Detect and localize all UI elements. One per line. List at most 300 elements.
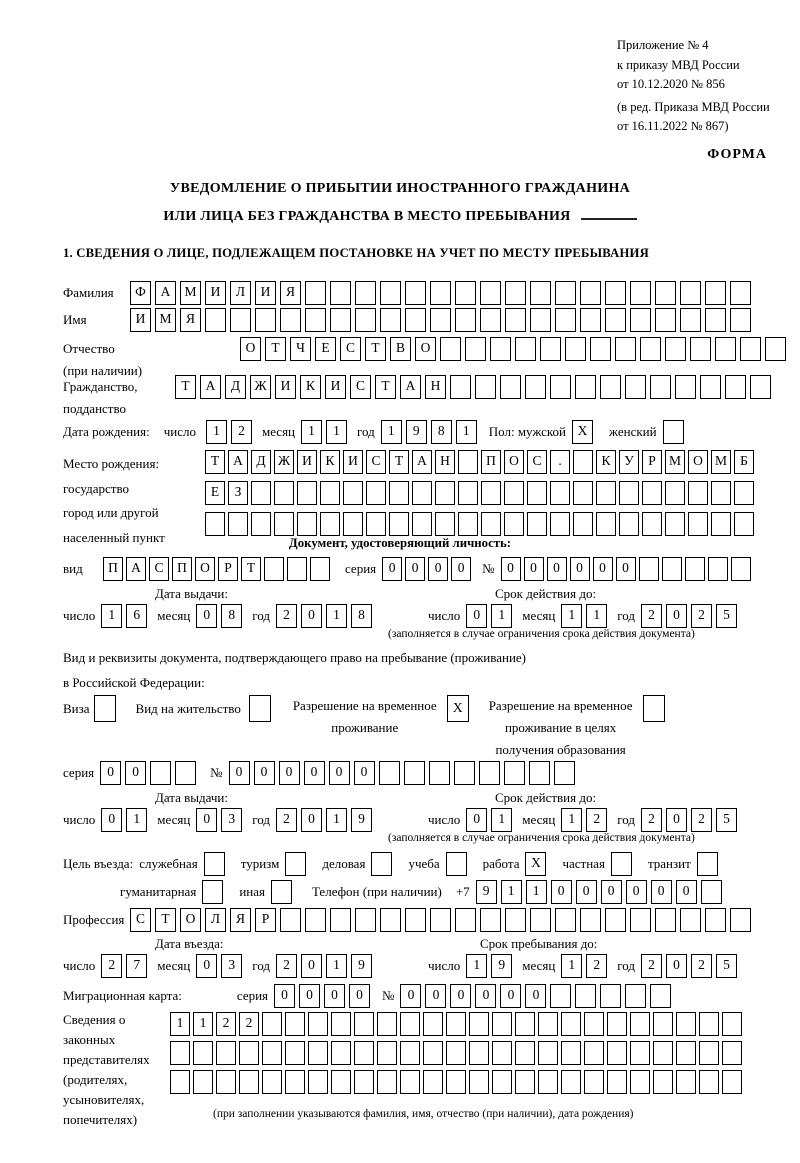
form-cell[interactable]: 3 <box>221 954 242 978</box>
form-cell[interactable] <box>490 337 511 361</box>
form-cell[interactable] <box>699 1041 719 1065</box>
form-cell[interactable] <box>202 880 223 904</box>
form-cell[interactable]: 1 <box>491 604 512 628</box>
form-cell[interactable] <box>711 512 731 536</box>
form-cell[interactable]: 1 <box>561 954 582 978</box>
form-cell[interactable]: 0 <box>601 880 622 904</box>
form-cell[interactable]: Р <box>218 557 238 581</box>
form-cell[interactable] <box>515 337 536 361</box>
form-cell[interactable]: X <box>525 852 546 876</box>
form-cell[interactable]: П <box>481 450 501 474</box>
form-cell[interactable] <box>330 308 351 332</box>
form-cell[interactable]: А <box>400 375 421 399</box>
form-cell[interactable]: 0 <box>666 604 687 628</box>
form-cell[interactable] <box>262 1041 282 1065</box>
form-cell[interactable]: И <box>275 375 296 399</box>
form-cell[interactable] <box>630 908 651 932</box>
form-cell[interactable] <box>469 1070 489 1094</box>
form-cell[interactable]: С <box>350 375 371 399</box>
form-cell[interactable] <box>405 281 426 305</box>
form-cell[interactable] <box>331 1041 351 1065</box>
form-cell[interactable] <box>596 481 616 505</box>
form-cell[interactable] <box>665 512 685 536</box>
form-cell[interactable] <box>630 1041 650 1065</box>
form-cell[interactable]: О <box>180 908 201 932</box>
form-cell[interactable]: А <box>126 557 146 581</box>
form-cell[interactable]: О <box>504 450 524 474</box>
form-cell[interactable] <box>730 281 751 305</box>
form-cell[interactable] <box>400 1041 420 1065</box>
form-cell[interactable] <box>725 375 746 399</box>
form-cell[interactable] <box>480 308 501 332</box>
form-cell[interactable] <box>354 1012 374 1036</box>
form-cell[interactable] <box>642 481 662 505</box>
form-cell[interactable] <box>734 481 754 505</box>
form-cell[interactable] <box>480 281 501 305</box>
form-cell[interactable]: 0 <box>196 604 217 628</box>
form-cell[interactable] <box>446 1041 466 1065</box>
form-cell[interactable]: И <box>343 450 363 474</box>
form-cell[interactable] <box>619 481 639 505</box>
form-cell[interactable] <box>389 512 409 536</box>
form-cell[interactable] <box>590 337 611 361</box>
form-cell[interactable]: 2 <box>101 954 122 978</box>
form-cell[interactable]: 1 <box>561 808 582 832</box>
form-cell[interactable] <box>650 375 671 399</box>
form-cell[interactable] <box>605 308 626 332</box>
form-cell[interactable] <box>584 1070 604 1094</box>
form-cell[interactable]: О <box>688 450 708 474</box>
form-cell[interactable] <box>515 1041 535 1065</box>
form-cell[interactable] <box>630 308 651 332</box>
form-cell[interactable] <box>740 337 761 361</box>
form-cell[interactable] <box>688 512 708 536</box>
form-cell[interactable]: А <box>155 281 176 305</box>
form-cell[interactable] <box>665 337 686 361</box>
form-cell[interactable] <box>505 908 526 932</box>
form-cell[interactable] <box>554 761 575 785</box>
form-cell[interactable] <box>708 557 728 581</box>
form-cell[interactable]: 0 <box>501 557 521 581</box>
form-cell[interactable] <box>538 1012 558 1036</box>
form-cell[interactable]: М <box>711 450 731 474</box>
form-cell[interactable]: 0 <box>676 880 697 904</box>
form-cell[interactable]: 1 <box>561 604 582 628</box>
form-cell[interactable] <box>435 512 455 536</box>
form-cell[interactable] <box>204 852 225 876</box>
form-cell[interactable]: 1 <box>170 1012 190 1036</box>
form-cell[interactable] <box>575 375 596 399</box>
form-cell[interactable] <box>280 308 301 332</box>
form-cell[interactable] <box>699 1012 719 1036</box>
form-cell[interactable]: А <box>200 375 221 399</box>
form-cell[interactable] <box>264 557 284 581</box>
form-cell[interactable] <box>458 481 478 505</box>
form-cell[interactable] <box>722 1041 742 1065</box>
form-cell[interactable] <box>573 481 593 505</box>
form-cell[interactable]: 0 <box>425 984 446 1008</box>
form-cell[interactable]: Т <box>205 450 225 474</box>
form-cell[interactable] <box>550 512 570 536</box>
form-cell[interactable] <box>701 880 722 904</box>
form-cell[interactable]: 2 <box>276 808 297 832</box>
form-cell[interactable]: З <box>228 481 248 505</box>
form-cell[interactable]: Д <box>225 375 246 399</box>
form-cell[interactable] <box>274 512 294 536</box>
form-cell[interactable] <box>640 337 661 361</box>
form-cell[interactable] <box>343 481 363 505</box>
form-cell[interactable] <box>653 1041 673 1065</box>
form-cell[interactable]: 8 <box>221 604 242 628</box>
form-cell[interactable] <box>430 281 451 305</box>
form-cell[interactable]: И <box>255 281 276 305</box>
form-cell[interactable] <box>330 908 351 932</box>
form-cell[interactable] <box>596 512 616 536</box>
form-cell[interactable] <box>705 281 726 305</box>
form-cell[interactable]: О <box>415 337 436 361</box>
form-cell[interactable]: Р <box>642 450 662 474</box>
form-cell[interactable] <box>440 337 461 361</box>
form-cell[interactable]: 1 <box>326 808 347 832</box>
form-cell[interactable] <box>580 308 601 332</box>
form-cell[interactable]: Д <box>251 450 271 474</box>
form-cell[interactable] <box>639 557 659 581</box>
form-cell[interactable] <box>676 1012 696 1036</box>
form-cell[interactable] <box>607 1041 627 1065</box>
form-cell[interactable] <box>280 908 301 932</box>
form-cell[interactable] <box>271 880 292 904</box>
form-cell[interactable] <box>625 375 646 399</box>
form-cell[interactable] <box>446 1070 466 1094</box>
form-cell[interactable] <box>380 908 401 932</box>
form-cell[interactable] <box>255 308 276 332</box>
form-cell[interactable] <box>730 308 751 332</box>
form-cell[interactable]: 9 <box>351 808 372 832</box>
form-cell[interactable] <box>492 1041 512 1065</box>
form-cell[interactable] <box>405 308 426 332</box>
form-cell[interactable] <box>412 481 432 505</box>
form-cell[interactable] <box>458 450 478 474</box>
form-cell[interactable]: Е <box>205 481 225 505</box>
form-cell[interactable]: К <box>320 450 340 474</box>
form-cell[interactable] <box>600 375 621 399</box>
form-cell[interactable] <box>663 420 684 444</box>
form-cell[interactable] <box>505 308 526 332</box>
form-cell[interactable] <box>731 557 751 581</box>
form-cell[interactable] <box>504 761 525 785</box>
form-cell[interactable] <box>700 375 721 399</box>
form-cell[interactable] <box>249 695 271 722</box>
form-cell[interactable] <box>479 761 500 785</box>
form-cell[interactable]: 0 <box>400 984 421 1008</box>
form-cell[interactable] <box>605 281 626 305</box>
form-cell[interactable] <box>435 481 455 505</box>
form-cell[interactable]: 0 <box>301 604 322 628</box>
form-cell[interactable] <box>653 1012 673 1036</box>
form-cell[interactable]: 0 <box>354 761 375 785</box>
form-cell[interactable]: Н <box>425 375 446 399</box>
form-cell[interactable] <box>481 512 501 536</box>
form-cell[interactable] <box>575 984 596 1008</box>
form-cell[interactable]: И <box>205 281 226 305</box>
form-cell[interactable] <box>527 481 547 505</box>
form-cell[interactable]: 2 <box>641 954 662 978</box>
form-cell[interactable] <box>170 1070 190 1094</box>
form-cell[interactable]: П <box>103 557 123 581</box>
form-cell[interactable] <box>619 512 639 536</box>
form-cell[interactable]: 0 <box>329 761 350 785</box>
form-cell[interactable]: 7 <box>126 954 147 978</box>
form-cell[interactable] <box>705 908 726 932</box>
form-cell[interactable]: 0 <box>626 880 647 904</box>
form-cell[interactable] <box>205 512 225 536</box>
form-cell[interactable]: 0 <box>570 557 590 581</box>
form-cell[interactable] <box>310 557 330 581</box>
form-cell[interactable] <box>504 512 524 536</box>
form-cell[interactable] <box>690 337 711 361</box>
form-cell[interactable] <box>251 512 271 536</box>
form-cell[interactable]: 0 <box>254 761 275 785</box>
form-cell[interactable] <box>330 281 351 305</box>
form-cell[interactable] <box>274 481 294 505</box>
form-cell[interactable]: 0 <box>451 557 471 581</box>
form-cell[interactable] <box>584 1012 604 1036</box>
form-cell[interactable]: 1 <box>126 808 147 832</box>
form-cell[interactable] <box>529 761 550 785</box>
form-cell[interactable]: 8 <box>431 420 452 444</box>
form-cell[interactable]: 0 <box>196 808 217 832</box>
form-cell[interactable]: Ж <box>274 450 294 474</box>
form-cell[interactable] <box>379 761 400 785</box>
form-cell[interactable]: 9 <box>406 420 427 444</box>
form-cell[interactable]: Е <box>315 337 336 361</box>
form-cell[interactable] <box>561 1041 581 1065</box>
form-cell[interactable]: М <box>665 450 685 474</box>
form-cell[interactable]: М <box>180 281 201 305</box>
form-cell[interactable] <box>455 908 476 932</box>
form-cell[interactable] <box>538 1070 558 1094</box>
form-cell[interactable]: 0 <box>299 984 320 1008</box>
form-cell[interactable]: 1 <box>193 1012 213 1036</box>
form-cell[interactable] <box>320 512 340 536</box>
form-cell[interactable]: 1 <box>101 604 122 628</box>
form-cell[interactable]: Ч <box>290 337 311 361</box>
form-cell[interactable] <box>429 761 450 785</box>
form-cell[interactable]: 0 <box>450 984 471 1008</box>
form-cell[interactable] <box>287 557 307 581</box>
form-cell[interactable]: С <box>149 557 169 581</box>
form-cell[interactable]: 2 <box>231 420 252 444</box>
form-cell[interactable] <box>530 908 551 932</box>
form-cell[interactable] <box>676 1070 696 1094</box>
form-cell[interactable] <box>676 1041 696 1065</box>
form-cell[interactable] <box>500 375 521 399</box>
form-cell[interactable] <box>665 481 685 505</box>
form-cell[interactable] <box>730 908 751 932</box>
form-cell[interactable] <box>446 1012 466 1036</box>
form-cell[interactable]: 1 <box>526 880 547 904</box>
form-cell[interactable]: 2 <box>641 604 662 628</box>
form-cell[interactable]: С <box>340 337 361 361</box>
form-cell[interactable]: 2 <box>586 954 607 978</box>
form-cell[interactable] <box>423 1041 443 1065</box>
form-cell[interactable] <box>170 1041 190 1065</box>
form-cell[interactable] <box>642 512 662 536</box>
form-cell[interactable]: 0 <box>324 984 345 1008</box>
form-cell[interactable] <box>94 695 116 722</box>
form-cell[interactable] <box>680 308 701 332</box>
form-cell[interactable]: Т <box>375 375 396 399</box>
form-cell[interactable]: 9 <box>476 880 497 904</box>
form-cell[interactable] <box>561 1070 581 1094</box>
form-cell[interactable]: 0 <box>100 761 121 785</box>
form-cell[interactable]: 2 <box>239 1012 259 1036</box>
form-cell[interactable] <box>550 375 571 399</box>
form-cell[interactable] <box>615 337 636 361</box>
form-cell[interactable]: Ж <box>250 375 271 399</box>
form-cell[interactable] <box>515 1012 535 1036</box>
form-cell[interactable] <box>492 1070 512 1094</box>
form-cell[interactable] <box>285 852 306 876</box>
form-cell[interactable]: О <box>195 557 215 581</box>
form-cell[interactable]: И <box>325 375 346 399</box>
form-cell[interactable]: К <box>596 450 616 474</box>
form-cell[interactable]: В <box>390 337 411 361</box>
form-cell[interactable]: С <box>130 908 151 932</box>
form-cell[interactable]: Р <box>255 908 276 932</box>
form-cell[interactable] <box>262 1070 282 1094</box>
form-cell[interactable] <box>699 1070 719 1094</box>
form-cell[interactable] <box>380 281 401 305</box>
form-cell[interactable] <box>355 308 376 332</box>
form-cell[interactable] <box>607 1070 627 1094</box>
form-cell[interactable] <box>377 1041 397 1065</box>
form-cell[interactable]: 0 <box>405 557 425 581</box>
form-cell[interactable]: 0 <box>382 557 402 581</box>
form-cell[interactable]: Н <box>435 450 455 474</box>
form-cell[interactable]: Я <box>280 281 301 305</box>
form-cell[interactable] <box>305 308 326 332</box>
form-cell[interactable] <box>454 761 475 785</box>
form-cell[interactable]: 0 <box>500 984 521 1008</box>
form-cell[interactable] <box>305 908 326 932</box>
form-cell[interactable] <box>685 557 705 581</box>
form-cell[interactable] <box>355 908 376 932</box>
form-cell[interactable] <box>655 908 676 932</box>
form-cell[interactable]: Т <box>265 337 286 361</box>
form-cell[interactable]: Т <box>175 375 196 399</box>
form-cell[interactable] <box>150 761 171 785</box>
form-cell[interactable]: 1 <box>206 420 227 444</box>
form-cell[interactable]: 0 <box>651 880 672 904</box>
form-cell[interactable] <box>580 908 601 932</box>
form-cell[interactable] <box>675 375 696 399</box>
form-cell[interactable] <box>561 1012 581 1036</box>
form-cell[interactable] <box>480 908 501 932</box>
form-cell[interactable] <box>625 984 646 1008</box>
form-cell[interactable] <box>308 1070 328 1094</box>
form-cell[interactable] <box>655 281 676 305</box>
form-cell[interactable] <box>525 375 546 399</box>
form-cell[interactable]: 0 <box>428 557 448 581</box>
form-cell[interactable]: 0 <box>524 557 544 581</box>
form-cell[interactable] <box>680 908 701 932</box>
form-cell[interactable] <box>343 512 363 536</box>
form-cell[interactable]: 0 <box>666 808 687 832</box>
form-cell[interactable]: О <box>240 337 261 361</box>
form-cell[interactable]: 0 <box>666 954 687 978</box>
form-cell[interactable] <box>331 1012 351 1036</box>
form-cell[interactable]: 2 <box>691 604 712 628</box>
form-cell[interactable] <box>308 1012 328 1036</box>
form-cell[interactable] <box>475 375 496 399</box>
form-cell[interactable]: 5 <box>716 808 737 832</box>
form-cell[interactable] <box>573 512 593 536</box>
form-cell[interactable]: 0 <box>125 761 146 785</box>
form-cell[interactable]: С <box>527 450 547 474</box>
form-cell[interactable] <box>262 1012 282 1036</box>
form-cell[interactable] <box>555 908 576 932</box>
form-cell[interactable] <box>305 281 326 305</box>
form-cell[interactable]: Я <box>230 908 251 932</box>
form-cell[interactable] <box>380 308 401 332</box>
form-cell[interactable] <box>308 1041 328 1065</box>
form-cell[interactable]: 0 <box>466 808 487 832</box>
form-cell[interactable]: 2 <box>276 604 297 628</box>
form-cell[interactable] <box>565 337 586 361</box>
form-cell[interactable] <box>688 481 708 505</box>
form-cell[interactable] <box>285 1012 305 1036</box>
form-cell[interactable] <box>469 1012 489 1036</box>
form-cell[interactable] <box>175 761 196 785</box>
form-cell[interactable]: 2 <box>691 808 712 832</box>
form-cell[interactable]: 0 <box>551 880 572 904</box>
form-cell[interactable] <box>555 308 576 332</box>
form-cell[interactable] <box>400 1070 420 1094</box>
form-cell[interactable] <box>662 557 682 581</box>
form-cell[interactable] <box>711 481 731 505</box>
form-cell[interactable] <box>611 852 632 876</box>
form-cell[interactable] <box>366 512 386 536</box>
form-cell[interactable]: У <box>619 450 639 474</box>
form-cell[interactable] <box>354 1070 374 1094</box>
form-cell[interactable] <box>481 481 501 505</box>
form-cell[interactable] <box>389 481 409 505</box>
form-cell[interactable] <box>423 1012 443 1036</box>
form-cell[interactable] <box>504 481 524 505</box>
form-cell[interactable]: . <box>550 450 570 474</box>
form-cell[interactable] <box>750 375 771 399</box>
form-cell[interactable] <box>630 1070 650 1094</box>
form-cell[interactable]: 3 <box>221 808 242 832</box>
form-cell[interactable] <box>430 908 451 932</box>
form-cell[interactable]: 5 <box>716 954 737 978</box>
form-cell[interactable]: 0 <box>466 604 487 628</box>
form-cell[interactable]: 9 <box>491 954 512 978</box>
form-cell[interactable] <box>650 984 671 1008</box>
form-cell[interactable] <box>366 481 386 505</box>
form-cell[interactable]: Я <box>180 308 201 332</box>
form-cell[interactable] <box>285 1070 305 1094</box>
form-cell[interactable] <box>285 1041 305 1065</box>
form-cell[interactable] <box>697 852 718 876</box>
form-cell[interactable] <box>455 308 476 332</box>
form-cell[interactable] <box>430 308 451 332</box>
form-cell[interactable] <box>446 852 467 876</box>
form-cell[interactable]: 1 <box>381 420 402 444</box>
form-cell[interactable] <box>540 337 561 361</box>
form-cell[interactable]: 0 <box>301 954 322 978</box>
